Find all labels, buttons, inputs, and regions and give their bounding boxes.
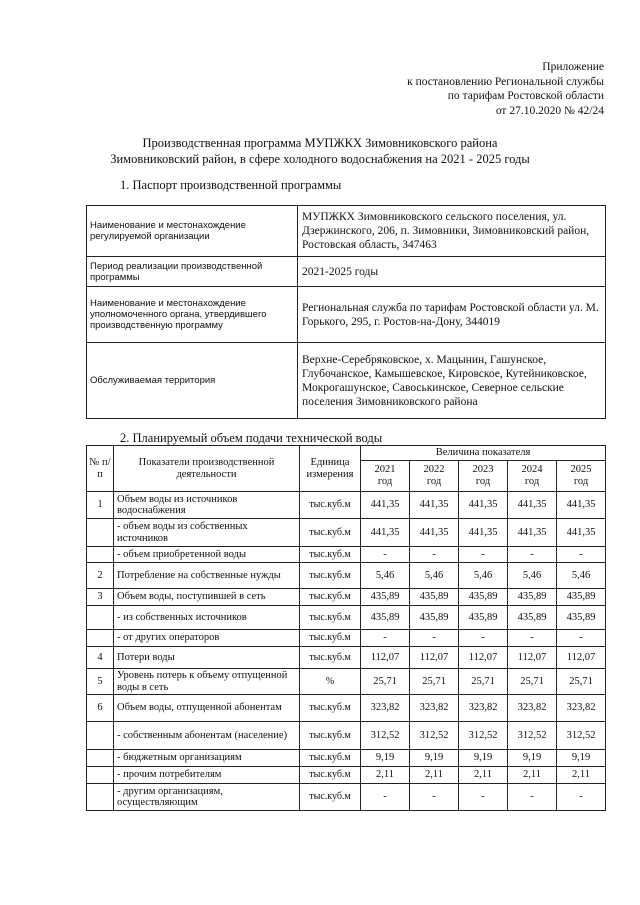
value-cell: 5,46 <box>508 563 557 589</box>
value-cell: 441,35 <box>410 492 459 519</box>
value-cell: - <box>361 547 410 563</box>
col-header-unit: Единица измерения <box>300 446 361 492</box>
value-cell: 2,11 <box>459 767 508 784</box>
table-row <box>87 563 606 589</box>
unit-cell: тыс.куб.м <box>300 519 361 547</box>
indicator-name: Потребление на собственные нужды <box>114 563 300 589</box>
unit-cell: тыс.куб.м <box>300 767 361 784</box>
col-header-no: № п/п <box>87 446 114 492</box>
table-row <box>87 647 606 669</box>
row-number <box>87 784 114 811</box>
unit-cell: тыс.куб.м <box>300 589 361 606</box>
value-cell: 323,82 <box>508 695 557 722</box>
value-cell: - <box>410 784 459 811</box>
value-cell: 435,89 <box>557 589 606 606</box>
table-row <box>87 343 606 419</box>
col-header-year: 2025 год <box>557 461 606 492</box>
value-cell: 435,89 <box>459 589 508 606</box>
value-cell: 5,46 <box>410 563 459 589</box>
value-cell: 112,07 <box>508 647 557 669</box>
value-cell: 2,11 <box>361 767 410 784</box>
appendix-line: Приложение <box>542 61 604 73</box>
value-cell: 25,71 <box>508 669 557 695</box>
value-cell: 323,82 <box>361 695 410 722</box>
unit-cell: тыс.куб.м <box>300 750 361 767</box>
unit-cell: тыс.куб.м <box>300 647 361 669</box>
value-cell: 2,11 <box>410 767 459 784</box>
value-cell: 25,71 <box>410 669 459 695</box>
indicator-name: - прочим потребителям <box>114 767 300 784</box>
row-number: 3 <box>87 589 114 606</box>
row-number <box>87 722 114 750</box>
unit-cell: тыс.куб.м <box>300 563 361 589</box>
header-row <box>87 446 606 461</box>
col-header-year: 2023 год <box>459 461 508 492</box>
table-row <box>87 519 606 547</box>
value-cell: 9,19 <box>557 750 606 767</box>
value-cell: - <box>410 547 459 563</box>
value-cell: - <box>459 784 508 811</box>
value-cell: 441,35 <box>459 492 508 519</box>
appendix-line: по тарифам Ростовской области <box>447 90 604 102</box>
value-cell: 435,89 <box>410 589 459 606</box>
row-number: 5 <box>87 669 114 695</box>
value-cell: 312,52 <box>361 722 410 750</box>
value-cell: - <box>557 547 606 563</box>
row-number: 1 <box>87 492 114 519</box>
appendix-block <box>407 60 604 118</box>
passport-value: Верхне-Серебряковское, х. Мацынин, Гашунское, Глубочанское, Камышевское, Кировское, Кутейниковское, Мокрогашунское, Савоськинское, Северное сельские поселения Зимовниковского района <box>298 343 606 419</box>
value-cell: 441,35 <box>557 492 606 519</box>
passport-label: Обслуживаемая территория <box>87 343 298 419</box>
indicator-name: - бюджетным организациям <box>114 750 300 767</box>
value-cell: 112,07 <box>459 647 508 669</box>
table-row <box>87 750 606 767</box>
unit-cell: тыс.куб.м <box>300 722 361 750</box>
table-row <box>87 206 606 257</box>
table-row <box>87 589 606 606</box>
document-title <box>0 136 640 167</box>
col-header-indicator: Показатели производственной деятельности <box>114 446 300 492</box>
value-cell: 112,07 <box>557 647 606 669</box>
table-row <box>87 695 606 722</box>
table-row <box>87 257 606 287</box>
unit-cell: тыс.куб.м <box>300 606 361 630</box>
passport-value: МУПЖКХ Зимовниковского сельского поселения, ул. Дзержинского, 206, п. Зимовники, Зимовниковский район, Ростовская область, 347463 <box>298 206 606 257</box>
passport-value: Региональная служба по тарифам Ростовской области ул. М. Горького, 295, г. Ростов-на-Дону, 344019 <box>298 287 606 343</box>
value-cell: - <box>361 784 410 811</box>
unit-cell: тыс.куб.м <box>300 492 361 519</box>
value-cell: 323,82 <box>410 695 459 722</box>
value-cell: 441,35 <box>508 492 557 519</box>
section-heading-volumes: 2. Планируемый объем подачи технической воды <box>120 431 383 445</box>
value-cell: 5,46 <box>557 563 606 589</box>
value-cell: 312,52 <box>459 722 508 750</box>
value-cell: - <box>508 630 557 647</box>
value-cell: 9,19 <box>361 750 410 767</box>
table-row <box>87 784 606 811</box>
col-header-year: 2024 год <box>508 461 557 492</box>
title-line: Зимовниковский район, в сфере холодного водоснабжения на 2021 - 2025 годы <box>110 151 530 166</box>
indicator-name: - из собственных источников <box>114 606 300 630</box>
passport-label: Период реализации производственной программы <box>87 257 298 287</box>
indicator-name: - объем воды из собственных источников <box>114 519 300 547</box>
passport-table <box>86 205 606 419</box>
col-header-year: 2021 год <box>361 461 410 492</box>
value-cell: - <box>508 547 557 563</box>
value-cell: 25,71 <box>557 669 606 695</box>
indicator-name: Объем воды, поступившей в сеть <box>114 589 300 606</box>
value-cell: 435,89 <box>361 589 410 606</box>
unit-cell: тыс.куб.м <box>300 695 361 722</box>
value-cell: 312,52 <box>508 722 557 750</box>
table-row <box>87 722 606 750</box>
unit-cell: тыс.куб.м <box>300 547 361 563</box>
value-cell: - <box>557 630 606 647</box>
value-cell: - <box>361 630 410 647</box>
value-cell: 2,11 <box>557 767 606 784</box>
value-cell: 441,35 <box>459 519 508 547</box>
value-cell: 435,89 <box>410 606 459 630</box>
col-header-group: Величина показателя <box>361 446 606 461</box>
value-cell: 9,19 <box>410 750 459 767</box>
value-cell: 441,35 <box>410 519 459 547</box>
value-cell: 323,82 <box>459 695 508 722</box>
value-cell: 5,46 <box>459 563 508 589</box>
value-cell: 435,89 <box>361 606 410 630</box>
passport-label: Наименование и местонахождение уполномоченного органа, утвердившего производственную программу <box>87 287 298 343</box>
row-number <box>87 767 114 784</box>
volumes-table <box>86 445 606 811</box>
unit-cell: тыс.куб.м <box>300 630 361 647</box>
row-number <box>87 606 114 630</box>
value-cell: - <box>557 784 606 811</box>
unit-cell: тыс.куб.м <box>300 784 361 811</box>
value-cell: 25,71 <box>459 669 508 695</box>
passport-label: Наименование и местонахождение регулируемой организации <box>87 206 298 257</box>
table-row <box>87 767 606 784</box>
row-number: 2 <box>87 563 114 589</box>
section-heading-passport: 1. Паспорт производственной программы <box>120 178 342 192</box>
value-cell: 441,35 <box>508 519 557 547</box>
indicator-name: - объем приобретенной воды <box>114 547 300 563</box>
value-cell: 312,52 <box>410 722 459 750</box>
value-cell: 435,89 <box>508 606 557 630</box>
value-cell: 441,35 <box>361 492 410 519</box>
indicator-name: Потери воды <box>114 647 300 669</box>
table-row <box>87 606 606 630</box>
indicator-name: - от других операторов <box>114 630 300 647</box>
appendix-line: к постановлению Региональной службы <box>407 75 604 88</box>
indicator-name: - собственным абонентам (население) <box>114 722 300 750</box>
value-cell: 441,35 <box>361 519 410 547</box>
value-cell: 9,19 <box>508 750 557 767</box>
title-line: Производственная программа МУПЖКХ Зимовниковского района <box>142 136 498 150</box>
value-cell: 312,52 <box>557 722 606 750</box>
row-number <box>87 750 114 767</box>
indicator-name: Уровень потерь к объему отпущенной воды в сеть <box>114 669 300 695</box>
value-cell: - <box>508 784 557 811</box>
value-cell: 112,07 <box>361 647 410 669</box>
row-number: 6 <box>87 695 114 722</box>
col-header-year: 2022 год <box>410 461 459 492</box>
value-cell: - <box>410 630 459 647</box>
value-cell: - <box>459 630 508 647</box>
value-cell: 2,11 <box>508 767 557 784</box>
table-row <box>87 492 606 519</box>
row-number <box>87 630 114 647</box>
volumes-body <box>87 492 606 811</box>
row-number <box>87 547 114 563</box>
indicator-name: - другим организациям, осуществляющим <box>114 784 300 811</box>
passport-value: 2021-2025 годы <box>298 257 606 287</box>
table-row <box>87 287 606 343</box>
table-row <box>87 547 606 563</box>
row-number <box>87 519 114 547</box>
value-cell: 5,46 <box>361 563 410 589</box>
value-cell: 435,89 <box>459 606 508 630</box>
value-cell: 112,07 <box>410 647 459 669</box>
value-cell: 441,35 <box>557 519 606 547</box>
table-row <box>87 630 606 647</box>
value-cell: 435,89 <box>557 606 606 630</box>
value-cell: 435,89 <box>508 589 557 606</box>
indicator-name: Объем воды, отпущенной абонентам <box>114 695 300 722</box>
appendix-line: от 27.10.2020 № 42/24 <box>495 104 604 117</box>
indicator-name: Объем воды из источников водоснабжения <box>114 492 300 519</box>
value-cell: 9,19 <box>459 750 508 767</box>
value-cell: 323,82 <box>557 695 606 722</box>
unit-cell: % <box>300 669 361 695</box>
value-cell: 25,71 <box>361 669 410 695</box>
table-row <box>87 669 606 695</box>
row-number: 4 <box>87 647 114 669</box>
value-cell: - <box>459 547 508 563</box>
